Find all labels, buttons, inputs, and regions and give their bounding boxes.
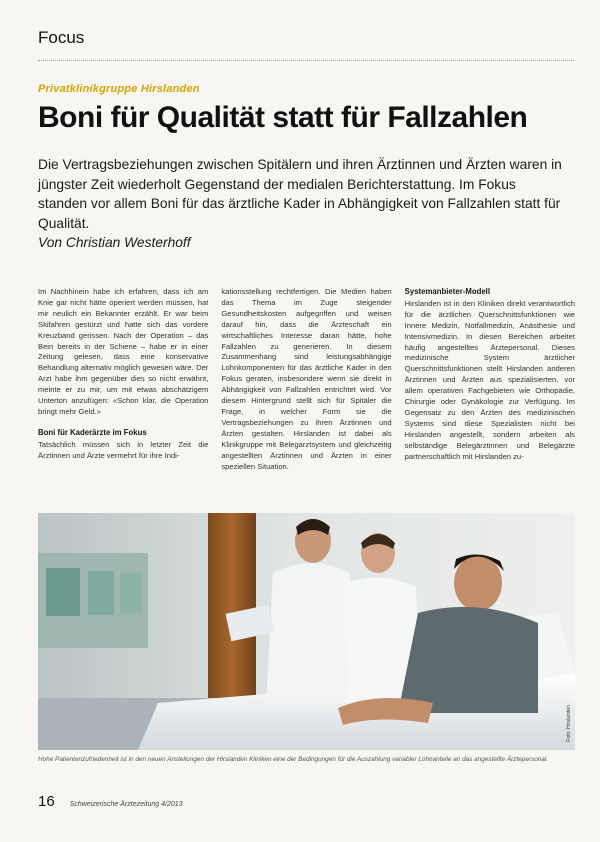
page-number: 16 bbox=[38, 793, 55, 810]
article-lead bbox=[38, 155, 568, 253]
paragraph: Hirslanden ist in den Kliniken direkt verantwortlich für die ärztlichen Querschnittsfunktionen wie Innere Medizin, Notfallmedizin, Anästhesie und Intensivmedizin. In diesen Bereichen arbeitet häufig angestelltes Ärztepersonal. Dieses medizinische System ärztlicher Querschnittsfunktionen stellt Hirslanden anderen Ärztinnen und Ärzten aus spezialisierten, vor allem operativen Fachgebieten wie Orthopädie, Chirurgie oder Gynäkologie zur Verfügung. Im Gegensatz zu den Ärzten des medizinischen Systems sind diese Spezialisten nicht bei Hirslanden angestellt, sondern arbeiten als selbständige Belegärztinnen und Belegärzte partnerschaftlich mit Hirslanden zu- bbox=[404, 298, 575, 461]
header-divider bbox=[38, 60, 574, 61]
body-columns bbox=[38, 287, 575, 497]
article-photo bbox=[38, 513, 575, 750]
paragraph: kationsstellung rechtfertigen. Die Medien haben das Thema im Zuge steigender Gesundheitskosten aufgegriffen und weisen darauf hin, dass die Ärzteschaft ein wirtschaftliches Interesse daran hätte, hohe Fallzahlen zu generieren. In diesem Zusammenhang sind leistungsabhängige Lohnkomponenten für das ärztliche Kader in den Fokus geraten, insbesondere wenn sie direkt in Abhängigkeit von Fallzahlen entrichtet wird. Vor diesem Hintergrund stellt sich für Spitäler die Frage, in welcher Form sie die Vertragsbeziehungen zu ihren Ärztinnen und Ärzten gestalten. Hirslanden ist dabei als Klinikgruppe mit Belegarztsystem und gleichzeitig angestellten Ärztinnen und Ärzten in einer speziellen Situation. bbox=[221, 287, 392, 471]
byline: Von Christian Westerhoff bbox=[38, 235, 191, 250]
page-footer bbox=[38, 793, 183, 810]
hospital-scene-illustration bbox=[38, 513, 575, 750]
paragraph: Tatsächlich müssen sich in letzter Zeit die Ärztinnen und Ärzte vermehrt für ihre Indi- bbox=[38, 439, 209, 460]
column-1 bbox=[38, 287, 208, 497]
section-label: Focus bbox=[38, 28, 85, 47]
column-3 bbox=[405, 287, 575, 497]
photo-caption: Hohe Patientenzufriedenheit ist in den neuen Anstellungen der Hirslanden Kliniken eine der Bedingungen für die Auszahlung variabler Lohnanteile an das angestellte Ärztepersonal. bbox=[38, 756, 549, 763]
photo-credit: Foto: Hirslanden bbox=[566, 705, 572, 742]
lead-text: Die Vertragsbeziehungen zwischen Spitälern und ihren Ärztinnen und Ärzten waren in jüngster Zeit wiederholt Gegenstand der medialen Berichterstattung. Im Fokus standen vor allem Boni für das ärztliche Kader in Abhängigkeit von Fallzahlen statt für Qualität. bbox=[38, 157, 562, 231]
article-kicker: Privatklinikgruppe Hirslanden bbox=[38, 83, 200, 95]
paragraph: Im Nachhinein habe ich erfahren, dass ich am Knie gar nicht hätte operiert werden müssen, hat mir neulich ein Bekannter erzählt. Er war beim Skifahren gestürzt und hatte sich das vordere Kreuzband gerissen. Nach der Operation – das Bein bereits in der Schiene – habe er in einer Zeitung gelesen, dass eine konservative Behandlung alternativ möglich gewesen wäre. Der Arzt habe ihm gegenüber dies so nicht erwähnt, meinte er zu mir, um mit etwas abschätzigem Unterton anzufügen: «Schon klar, die Operation bringt mehr Geld.» bbox=[38, 287, 209, 416]
issue-label: Schweizerische Ärztezeitung 4/2013 bbox=[69, 801, 183, 808]
column-2 bbox=[221, 287, 391, 497]
subheading: Systemanbieter-Modell bbox=[404, 287, 491, 296]
subheading: Boni für Kaderärzte im Fokus bbox=[38, 427, 147, 437]
article-headline: Boni für Qualität statt für Fallzahlen bbox=[38, 101, 528, 134]
